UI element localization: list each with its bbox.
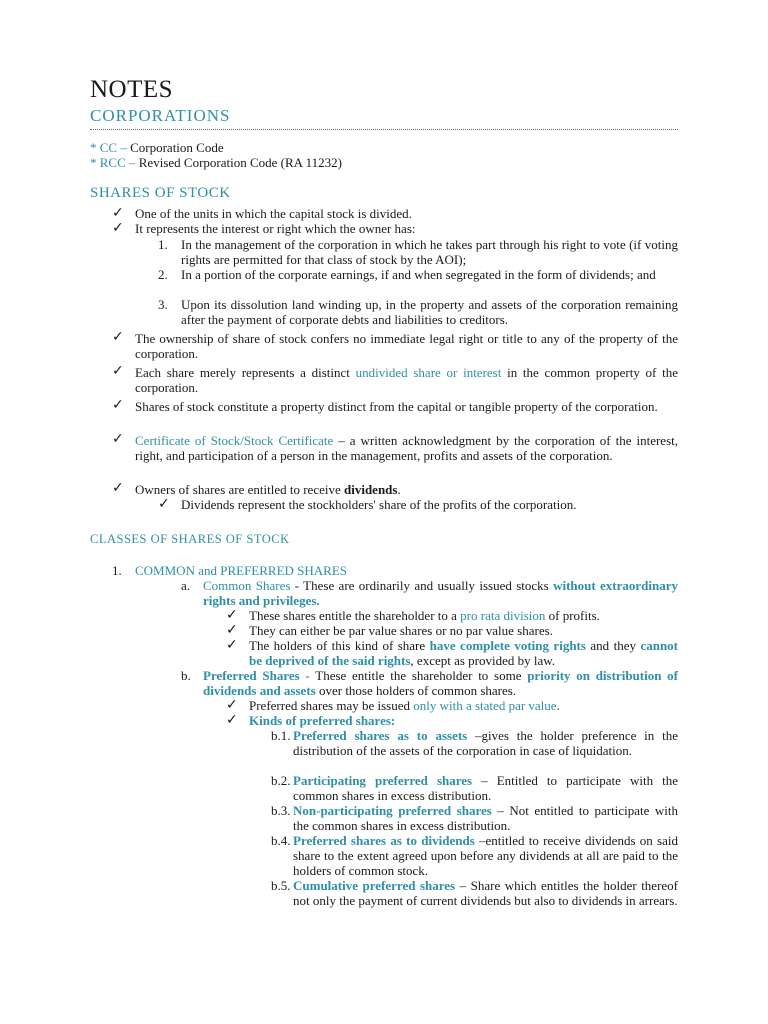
check-icon: ✓ xyxy=(226,607,238,623)
list-item: Each share merely represents a distinct undivided share or interest in the common property of the corporation. xyxy=(135,365,678,395)
numbered-item: COMMON and PREFERRED SHARES xyxy=(135,563,348,578)
list-item: Certificate of Stock/Stock Certificate – a written acknowledgment by the corporation of the interest, right, and participation of a person in the management, profits and assets of the corporation. xyxy=(135,433,678,463)
list-item: It represents the interest or right which the owner has: xyxy=(135,221,416,236)
section-heading: CLASSES OF SHARES OF STOCK xyxy=(90,532,290,546)
abbreviation-rcc: * RCC – Revised Corporation Code (RA 11232) xyxy=(90,155,342,170)
list-letter: a. xyxy=(181,578,191,593)
abbreviation-cc: * CC – Corporation Code xyxy=(90,140,224,155)
kind-item: Cumulative preferred shares – Share which entitles the holder thereof not only the payment of current dividends but also to dividends in arrears. xyxy=(293,878,679,908)
check-icon: ✓ xyxy=(112,329,124,345)
list-number: b.4. xyxy=(271,833,291,848)
lettered-item: Preferred Shares - These entitle the shareholder to some priority on distribution of dividends and assets over those holders of common shares. xyxy=(203,668,678,698)
kind-item: Participating preferred shares – Entitled to participate with the common shares in excess distribution. xyxy=(293,773,679,803)
list-number: b.1. xyxy=(271,728,291,743)
lettered-item: Common Shares - These are ordinarily and usually issued stocks without extraordinary rights and privileges. xyxy=(203,578,679,608)
numbered-item: Upon its dissolution land winding up, in the property and assets of the corporation remaining after the payment of corporate debts and liabilities to creditors. xyxy=(181,297,678,327)
page-title: NOTES xyxy=(90,76,174,103)
check-icon: ✓ xyxy=(112,205,124,221)
list-item: Kinds of preferred shares: xyxy=(249,713,396,728)
numbered-item: In a portion of the corporate earnings, if and when segregated in the form of dividends; and xyxy=(181,267,656,282)
check-icon: ✓ xyxy=(158,496,170,512)
kind-item: Preferred shares as to assets –gives the holder preference in the distribution of the assets of the corporation in case of liquidation. xyxy=(293,728,678,758)
check-icon: ✓ xyxy=(112,363,124,379)
list-item: Shares of stock constitute a property distinct from the capital or tangible property of the corporation. xyxy=(135,399,658,414)
check-icon: ✓ xyxy=(112,397,124,413)
check-icon: ✓ xyxy=(226,622,238,638)
section-heading: SHARES OF STOCK xyxy=(90,185,231,201)
list-letter: b. xyxy=(181,668,191,683)
check-icon: ✓ xyxy=(226,712,238,728)
list-number: b.3. xyxy=(271,803,291,818)
check-icon: ✓ xyxy=(112,480,124,496)
list-item: Owners of shares are entitled to receive dividends. xyxy=(135,482,401,497)
list-number: b.5. xyxy=(271,878,291,893)
check-icon: ✓ xyxy=(112,220,124,236)
list-item: They can either be par value shares or no par value shares. xyxy=(249,623,553,638)
list-number: 1. xyxy=(112,563,122,578)
kind-item: Preferred shares as to dividends –entitled to receive dividends on said share to the extent agreed upon before any dividends at all are paid to the holders of common stock. xyxy=(293,833,678,878)
list-item: These shares entitle the shareholder to a pro rata division of profits. xyxy=(249,608,600,623)
list-number: b.2. xyxy=(271,773,291,788)
check-icon: ✓ xyxy=(226,637,238,653)
kind-item: Non-participating preferred shares – Not entitled to participate with the common shares in excess distribution. xyxy=(293,803,678,833)
list-number: 1. xyxy=(158,237,168,252)
list-item: Preferred shares may be issued only with a stated par value. xyxy=(249,698,560,713)
check-icon: ✓ xyxy=(112,431,124,447)
list-number: 3. xyxy=(158,297,168,312)
list-number: 2. xyxy=(158,267,168,282)
list-item: The holders of this kind of share have complete voting rights and they cannot be deprived of the said rights, except as provided by law. xyxy=(249,638,678,668)
divider xyxy=(90,129,678,130)
check-icon: ✓ xyxy=(226,697,238,713)
list-item: The ownership of share of stock confers no immediate legal right or title to any of the property of the corporation. xyxy=(135,331,678,361)
list-item: One of the units in which the capital stock is divided. xyxy=(135,206,412,221)
numbered-item: In the management of the corporation in which he takes part through his right to vote (if voting rights are permitted for that class of stock by the AOI); xyxy=(181,237,678,267)
list-item: Dividends represent the stockholders' share of the profits of the corporation. xyxy=(181,497,577,512)
page-subtitle: CORPORATIONS xyxy=(90,106,231,125)
